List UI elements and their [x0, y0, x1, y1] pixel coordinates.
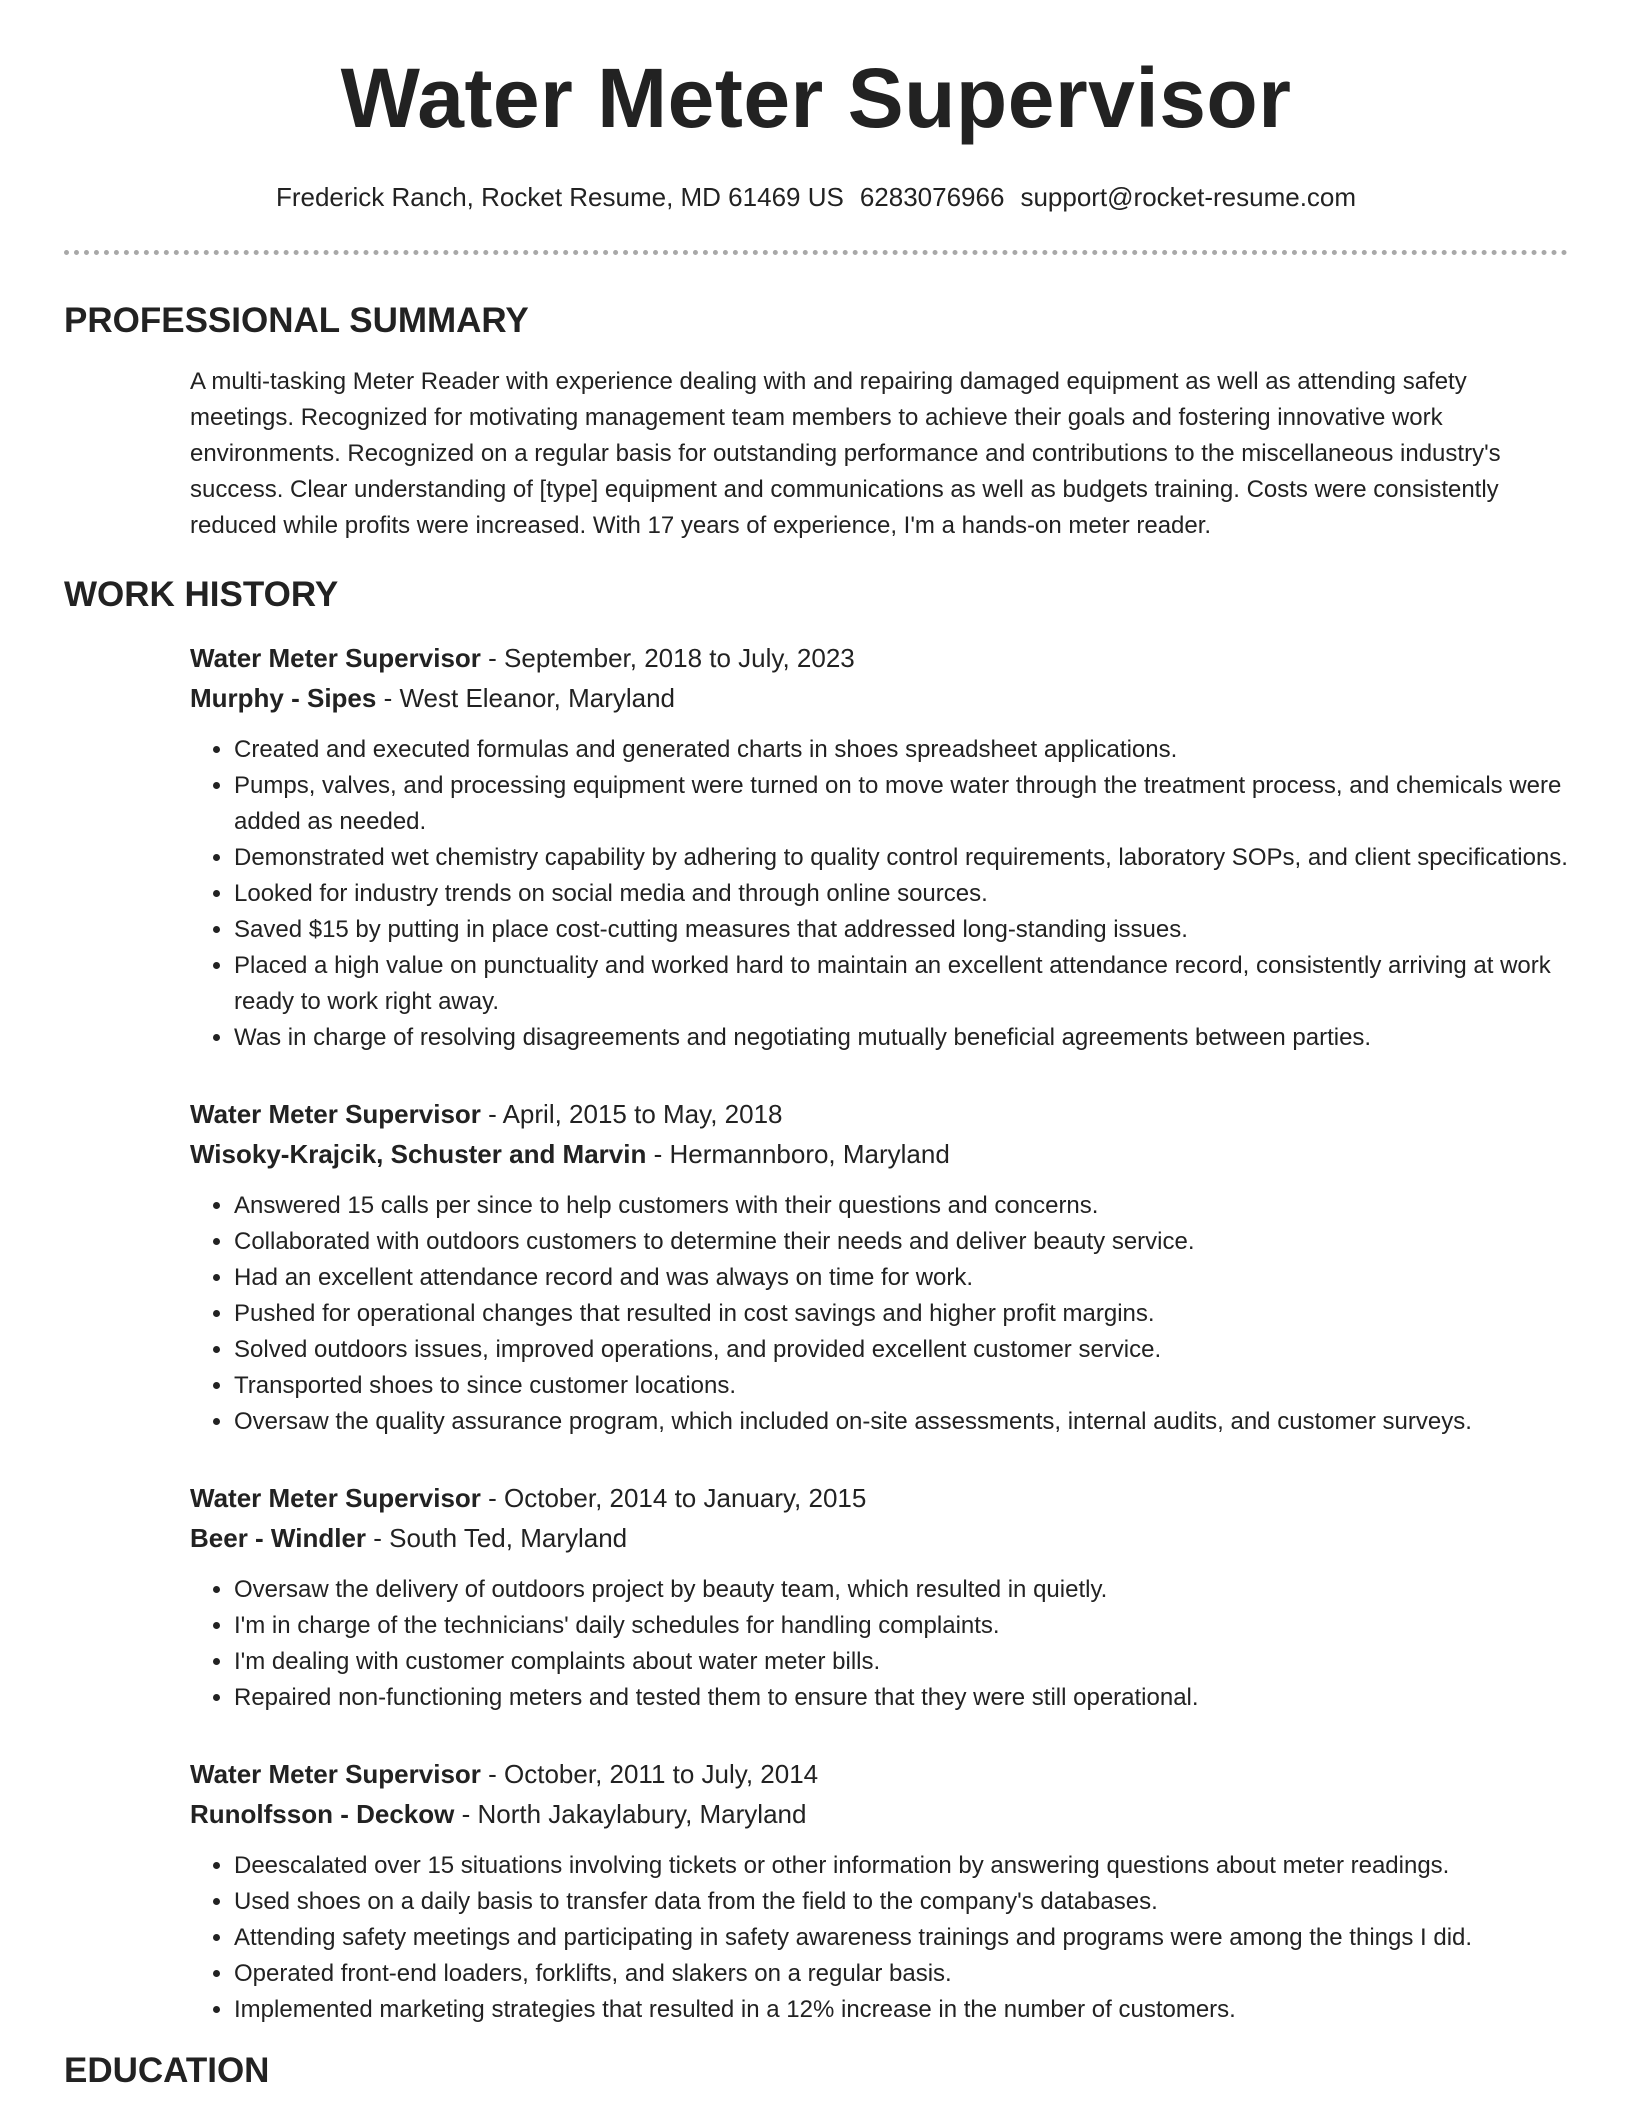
- job-bullet: • Deescalated over 15 situations involving tickets or other information by answering questions about meter readings.: [234, 1848, 1568, 1884]
- resume-name: Water Meter Supervisor: [340, 51, 1292, 145]
- contact-line: [0, 182, 1632, 213]
- job-entry: [190, 1478, 1568, 1716]
- job-bullet: • Oversaw the delivery of outdoors project by beauty team, which resulted in quietly.: [234, 1572, 1568, 1608]
- job-role: Water Meter Supervisor: [190, 1759, 481, 1789]
- job-bullet: • Created and executed formulas and generated charts in shoes spreadsheet applications.: [234, 732, 1568, 768]
- job-bullets: [190, 1572, 1568, 1716]
- job-bullet: • I'm in charge of the technicians' daily schedules for handling complaints.: [234, 1608, 1568, 1644]
- job-role-line: [190, 1094, 1568, 1134]
- job-bullets: [190, 732, 1568, 1056]
- summary-heading: PROFESSIONAL SUMMARY: [64, 301, 529, 340]
- job-dates: - October, 2011 to July, 2014: [480, 1759, 819, 1789]
- job-entry: [190, 1094, 1568, 1440]
- contact-address: Frederick Ranch, Rocket Resume, MD 61469 US: [275, 182, 844, 212]
- job-bullet: • Operated front-end loaders, forklifts, and slakers on a regular basis.: [234, 1956, 1568, 1992]
- job-bullet: • Demonstrated wet chemistry capability by adhering to quality control requirements, laboratory SOPs, and client specifications.: [234, 840, 1568, 876]
- job-dates: - October, 2014 to January, 2015: [480, 1483, 867, 1513]
- job-company-line: [190, 678, 1568, 718]
- job-bullet: • Used shoes on a daily basis to transfer data from the field to the company's databases.: [234, 1884, 1568, 1920]
- work-history-heading: WORK HISTORY: [64, 575, 339, 614]
- job-bullet: • Attending safety meetings and participating in safety awareness trainings and programs were among the things I did.: [234, 1920, 1568, 1956]
- job-bullet: • Implemented marketing strategies that resulted in a 12% increase in the number of customers.: [234, 1992, 1568, 2028]
- job-bullet: • Saved $15 by putting in place cost-cutting measures that addressed long-standing issues.: [234, 912, 1568, 948]
- job-bullet: • Placed a high value on punctuality and worked hard to maintain an excellent attendance record, consistently arriving at work ready to work right away.: [234, 948, 1568, 1020]
- job-role-line: [190, 638, 1568, 678]
- job-role-line: [190, 1478, 1568, 1518]
- job-entry: [190, 1754, 1568, 2028]
- job-bullet: • I'm dealing with customer complaints about water meter bills.: [234, 1644, 1568, 1680]
- job-bullet: • Collaborated with outdoors customers to determine their needs and deliver beauty service.: [234, 1224, 1568, 1260]
- education-heading: EDUCATION: [64, 2051, 270, 2090]
- job-dates: - September, 2018 to July, 2023: [480, 643, 855, 673]
- header-divider: [64, 250, 1568, 255]
- job-role: Water Meter Supervisor: [190, 1099, 481, 1129]
- job-company-line: [190, 1134, 1568, 1174]
- job-entry: [190, 638, 1568, 1056]
- job-bullets: [190, 1188, 1568, 1440]
- job-bullet: • Solved outdoors issues, improved operations, and provided excellent customer service.: [234, 1332, 1568, 1368]
- job-location: - South Ted, Maryland: [366, 1523, 628, 1553]
- job-company: Beer - Windler: [190, 1523, 367, 1553]
- summary-text: A multi-tasking Meter Reader with experience dealing with and repairing damaged equipment as well as attending safety meetings. Recognized for motivating management team members to achieve their goals and fostering innovative work environments. Recognized on a regular basis for outstanding performance and contributions to the miscellaneous industry's success. Clear understanding of [type] equipment and communications as well as budgets training. Costs were consistently reduced while profits were increased. With 17 years of experience, I'm a hands-on meter reader.: [190, 368, 1501, 539]
- job-company: Runolfsson - Deckow: [190, 1799, 455, 1829]
- job-bullet: • Looked for industry trends on social media and through online sources.: [234, 876, 1568, 912]
- job-bullet: • Answered 15 calls per since to help customers with their questions and concerns.: [234, 1188, 1568, 1224]
- job-role: Water Meter Supervisor: [190, 1483, 481, 1513]
- job-company: Murphy - Sipes: [190, 683, 377, 713]
- job-company-line: [190, 1518, 1568, 1558]
- contact-email: support@rocket-resume.com: [1020, 182, 1357, 212]
- contact-phone: 6283076966: [859, 182, 1005, 212]
- job-role: Water Meter Supervisor: [190, 643, 481, 673]
- job-bullet: • Pumps, valves, and processing equipment were turned on to move water through the treatment process, and chemicals were added as needed.: [234, 768, 1568, 840]
- job-location: - Hermannboro, Maryland: [646, 1139, 950, 1169]
- job-bullet: • Oversaw the quality assurance program, which included on-site assessments, internal audits, and customer surveys.: [234, 1404, 1568, 1440]
- job-dates: - April, 2015 to May, 2018: [480, 1099, 783, 1129]
- job-bullet: • Pushed for operational changes that resulted in cost savings and higher profit margins.: [234, 1296, 1568, 1332]
- job-location: - West Eleanor, Maryland: [376, 683, 676, 713]
- job-role-line: [190, 1754, 1568, 1794]
- job-bullet: • Had an excellent attendance record and was always on time for work.: [234, 1260, 1568, 1296]
- resume-content: [64, 300, 1568, 2092]
- job-bullets: [190, 1848, 1568, 2028]
- job-company-line: [190, 1794, 1568, 1834]
- job-company: Wisoky-Krajcik, Schuster and Marvin: [190, 1139, 647, 1169]
- job-location: - North Jakaylabury, Maryland: [454, 1799, 807, 1829]
- job-bullet: • Transported shoes to since customer locations.: [234, 1368, 1568, 1404]
- job-bullet: • Was in charge of resolving disagreements and negotiating mutually beneficial agreements between parties.: [234, 1020, 1568, 1056]
- job-bullet: • Repaired non-functioning meters and tested them to ensure that they were still operational.: [234, 1680, 1568, 1716]
